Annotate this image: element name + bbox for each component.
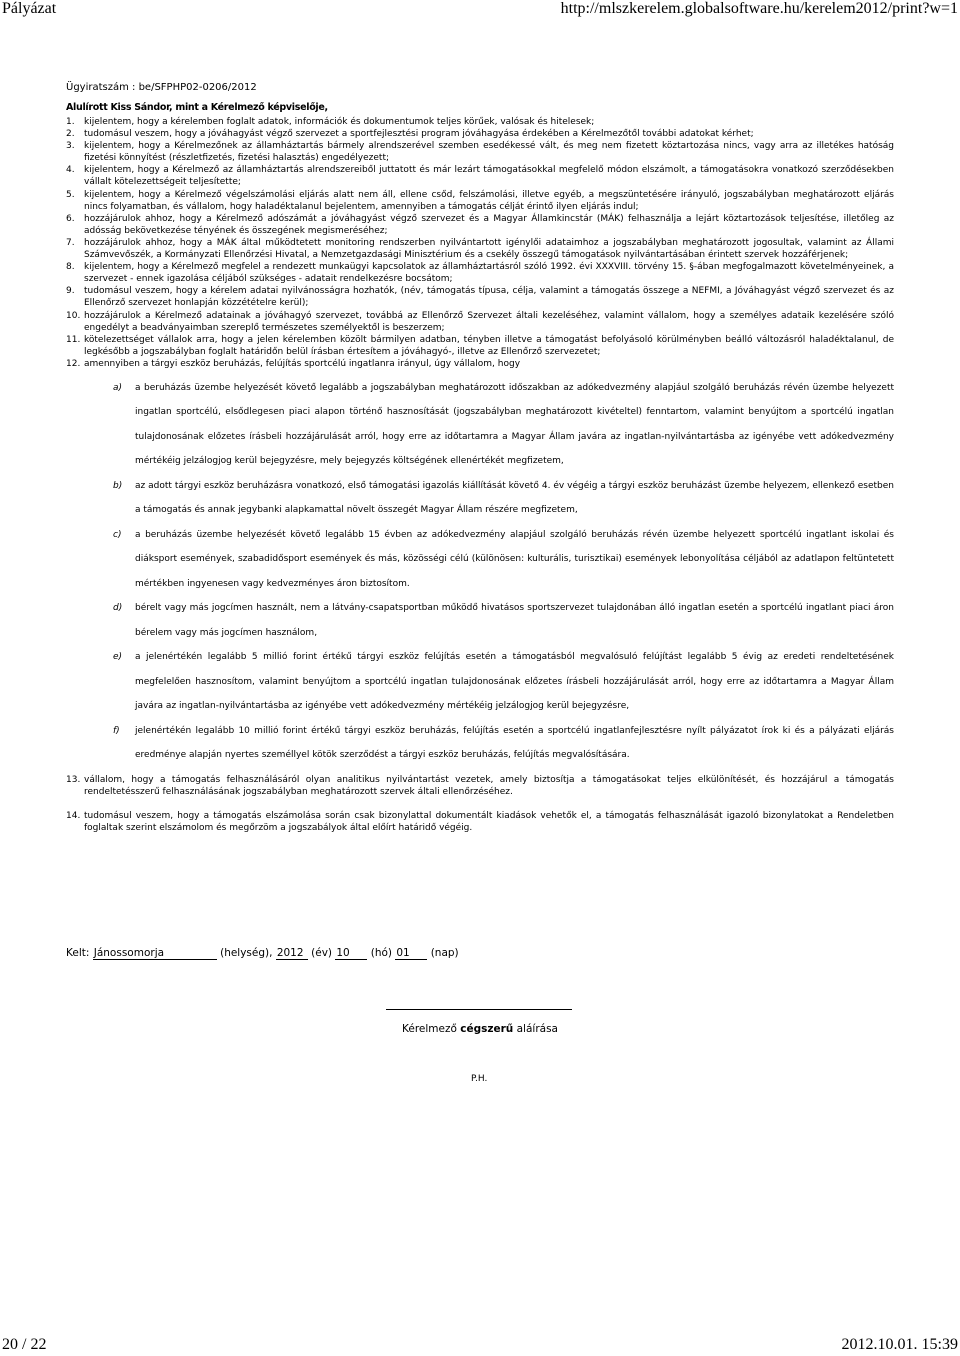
item-text: kijelentem, hogy a Kérelmező végelszámolási eljárás alatt nem áll, ellene csőd, felszámolási, illetve egyéb, a megszüntetésére irányuló, jogszabályban meghatározott eljárás nincs folyamatban, és vállalom, hogy haladéktalanul bejelentem, amennyiben a támogatás célját érintő ilyen eljárás indul;	[84, 189, 894, 212]
item-text: hozzájárulok ahhoz, hogy a Kérelmező adószámát a jóváhagyást végző szervezet és a Magyar Államkincstár (MÁK) felhasználja a lejárt köztartozások teljesítése, illetőleg az adósság bekövetkezése tényének és összegének megismeréséhez;	[84, 213, 894, 236]
item-number: 13.	[66, 774, 81, 785]
declaration-item	[66, 774, 894, 798]
declaration-item	[66, 810, 894, 834]
signer-statement: Alulírott Kiss Sándor, mint a Kérelmező képviselője,	[66, 102, 328, 113]
item-number: 14.	[66, 811, 81, 822]
declaration-item	[66, 164, 894, 188]
item-text: vállalom, hogy a támogatás felhasználásáról olyan analitikus nyilvántartást vezetek, amely biztosítja a támogatásokat teljes elkülönítését, és hozzájárul a támogatás rendeltetésszerű felhasználásának jogszabályban meghatározott szervek általi ellenőrzéséhez.	[84, 774, 894, 798]
day-label: (nap)	[430, 947, 459, 959]
declaration-item	[66, 189, 894, 213]
sub-item	[84, 376, 894, 474]
declaration-item	[66, 237, 894, 261]
year-label: (év)	[311, 947, 333, 959]
item-text: hozzájárulok ahhoz, hogy a MÁK által működtetett monitoring rendszerben nyilvántartott igénylői adataimhoz a jogszabályban meghatározott jogosultak, valamint az Állami Számvevőszék, a Kormányzati Ellenőrzési Hivatal, a Nemzetgazdasági Minisztérium és a csekély összegű támogatások nyilvántartásában érintett szervek hozzáférjenek;	[84, 237, 894, 261]
item-text: tudomásul veszem, hogy a támogatás elszámolása során csak bizonylattal dokumentált kiadások vehetők el, a támogatás felhasználását igazoló bizonylatokat a Rendeletben foglaltak szerint elszámolom és megőrzöm a jogszabályok által előírt határidő végéig.	[84, 811, 894, 834]
signature-line	[386, 1009, 572, 1010]
sub-item-letter: d)	[113, 603, 123, 614]
declaration-item	[66, 140, 894, 164]
sub-item-letter: a)	[113, 382, 123, 393]
item-number: 2.	[66, 129, 75, 140]
declaration-item	[66, 128, 894, 140]
declaration-item	[66, 358, 894, 768]
year-field: 2012	[276, 947, 308, 960]
month-label: (hó)	[370, 947, 392, 959]
day-field: 01	[395, 947, 427, 960]
kelt-label: Kelt:	[66, 947, 90, 959]
sub-item-letter: e)	[113, 652, 123, 663]
item-text: tudomásul veszem, hogy a jóváhagyást végző szervezet a sportfejlesztési program jóváhagyása érdekében a Kérelmezőtől további adatokat kérhet;	[84, 129, 754, 140]
declaration-item	[66, 310, 894, 334]
month-field: 10	[335, 947, 367, 960]
stamp-placeholder: P.H.	[471, 1074, 488, 1084]
sub-item-text: bérelt vagy más jogcímen használt, nem a látvány-csapatsportban működő hivatásos sportszervezet tulajdonában álló ingatlan esetén a sportcélú ingatlant piaci áron bérelem vagy más jogcímen használom,	[135, 603, 894, 638]
declaration-item	[66, 261, 894, 285]
declaration-item	[66, 334, 894, 358]
header-title: Pályázat	[2, 0, 57, 17]
sub-item-text: jelenértékén legalább 10 millió forint értékű tárgyi eszköz beruházás, felújítás esetén a sportcélú ingatlanfejlesztésre nyílt pályázatot írok ki és a pályázati eljárás eredménye alapján nyertes személlyel kötök szerződést a tárgyi eszköz beruházás, felújítás megvalósítására.	[135, 725, 894, 761]
sig-bold: cégszerű	[460, 1023, 514, 1035]
print-footer	[0, 1334, 960, 1356]
sub-item	[84, 645, 894, 719]
sig-suffix: aláírása	[516, 1023, 558, 1035]
place-date-line	[66, 947, 459, 960]
item-text: kijelentem, hogy a Kérelmező megfelel a rendezett munkaügyi kapcsolatok az államháztartásról szóló 1992. évi XXXVIII. törvény 15. §-ában megfogalmazott követelményeinek, a szervezet - ennek igazolása céljából szükséges - adatait rendelkezésre bocsátom;	[84, 262, 894, 285]
item-text: tudomásul veszem, hogy a kérelem adatai nyilvánosságra hozhatók, (név, támogatás típusa, célja, valamint a támogatás összege a NEFMI, a Jóváhagyást végző szervezet és az Ellenőrző szervezet honlapján közzétételre kerül);	[84, 286, 894, 309]
item-text: amennyiben a tárgyi eszköz beruházás, felújítás sportcélú ingatlanra irányul, úgy vállalom, hogy	[84, 358, 521, 369]
print-datetime: 2012.10.01. 15:39	[841, 1336, 958, 1353]
header-url: http://mlszkerelem.globalsoftware.hu/kerelem2012/print?w=1	[560, 0, 958, 17]
item-number: 3.	[66, 141, 75, 152]
item-number: 6.	[66, 213, 75, 224]
sub-item	[84, 719, 894, 768]
page-number: 20 / 22	[2, 1336, 47, 1353]
sub-item-letter: f)	[113, 725, 120, 736]
declaration-list	[66, 116, 894, 834]
document-id: Ügyiratszám : be/SFPHP02-0206/2012	[66, 82, 257, 93]
item-number: 8.	[66, 262, 75, 273]
item-text: hozzájárulok a Kérelmező adatainak a jóváhagyó szervezet, továbbá az Ellenőrző Szervezet általi kezeléséhez, valamint vállalom, hogy a személyes adataik kezelésére szóló engedélyt a beadványaimban szereplő természetes személyektől is beszerzem;	[84, 310, 894, 333]
print-header	[0, 0, 960, 20]
item-number: 7.	[66, 237, 75, 248]
sig-prefix: Kérelmező	[402, 1023, 457, 1035]
item-number: 9.	[66, 286, 75, 297]
document-body	[66, 81, 894, 834]
place-label: (helység),	[220, 947, 273, 959]
sub-item-text: a beruházás üzembe helyezését követő legalább a jogszabályban meghatározott időszakban az adókedvezmény alapjául szolgáló beruházás révén üzembe helyezett ingatlan sportcélú, elsődlegesen piaci alapon történő hasznosítását (jogszabályban meghatározott kivételtel) fenntartom, valamint benyújtom a sportcélú ingatlan tulajdonosának előzetes írásbeli hozzájárulását arról, hogy erre az időtartamra a Magyar Állam javára az ingatlan-nyilvántartásba az igényébe vett adókedvezmény mértékéig jelzálogjog kerül bejegyzésre, mely bejegyzés költségének ellenértékét megfizetem,	[135, 382, 894, 467]
sub-item-letter: c)	[113, 529, 122, 540]
sub-item-text: a beruházás üzembe helyezését követő legalább 15 évben az adókedvezmény alapjául szolgáló beruházás révén üzembe helyezett sportcélú ingatlant iskolai és diáksport események, szabadidősport események és más, közösségi célú (különösen: kulturális, turisztikai) események lebonyolítása céljából az adatlapon feltüntetett mértékben ingyenesen vagy kedvezményes áron biztosítom.	[135, 529, 894, 589]
item-number: 11.	[66, 334, 81, 345]
sub-item-text: a jelenértékén legalább 5 millió forint értékű tárgyi eszköz felújítás esetén a támogatásból megvalósuló felújítást legalább 5 évig az eredeti rendeltetésének megfelelően hasznosítom, valamint benyújtom a sportcélú ingatlan tulajdonosának előzetes írásbeli hozzájárulását arról, hogy erre az időtartamra a Magyar Állam javára az ingatlan-nyilvántartásba az igényébe vett adókedvezmény mértékéig jelzálogjog kerül bejegyzésre,	[135, 652, 894, 712]
signature-label	[402, 1023, 558, 1035]
item-text: kötelezettséget vállalok arra, hogy a jelen kérelemben közölt bármilyen adatban, tényben illetve a támogatást befolyásoló körülményben beálló változásról haladéktalanul, de legkésőbb a jogszabályban foglalt határidőn belül írásban értesítem a jóváhagyó-, illetve az Ellenőrző szervezetet;	[84, 334, 894, 357]
sub-declaration-list	[84, 376, 894, 768]
declaration-item	[66, 116, 894, 128]
item-text: kijelentem, hogy a kérelemben foglalt adatok, információk és dokumentumok teljes körűek, valósak és hitelesek;	[84, 117, 595, 127]
sub-item	[84, 523, 894, 597]
place-field: Jánossomorja	[93, 947, 217, 960]
item-number: 10.	[66, 310, 81, 321]
item-number: 12.	[66, 358, 81, 369]
sub-item-letter: b)	[113, 480, 123, 491]
declaration-item	[66, 213, 894, 237]
item-text: kijelentem, hogy a Kérelmező az államháztartás alrendszereiből juttatott és már lezárt támogatásokkal megfelelő módon elszámolt, a támogatásokra vonatkozó szerződésekben vállalt kötelezettségeit teljesítette;	[84, 165, 894, 188]
item-number: 4.	[66, 165, 75, 176]
declaration-item	[66, 285, 894, 309]
item-number: 5.	[66, 189, 75, 200]
sub-item	[84, 596, 894, 645]
sub-item-text: az adott tárgyi eszköz beruházásra vonatkozó, első támogatási igazolás kiállítását követő 4. év végéig a tárgyi eszköz beruházást üzembe helyezem, ellenkező esetben a támogatás és annak jegybanki alapkamattal növelt összegét Magyar Állam részére megfizetem,	[135, 480, 894, 516]
item-number: 1.	[66, 117, 75, 127]
sub-item	[84, 474, 894, 523]
item-text: kijelentem, hogy a Kérelmezőnek az államháztartás bármely alrendszerével szemben esedékessé vált, és meg nem fizetett köztartozása nincs, vagy arra az illetékes hatóság fizetési könnyítést (részletfizetés, fizetési halasztás) engedélyezett;	[84, 141, 894, 164]
